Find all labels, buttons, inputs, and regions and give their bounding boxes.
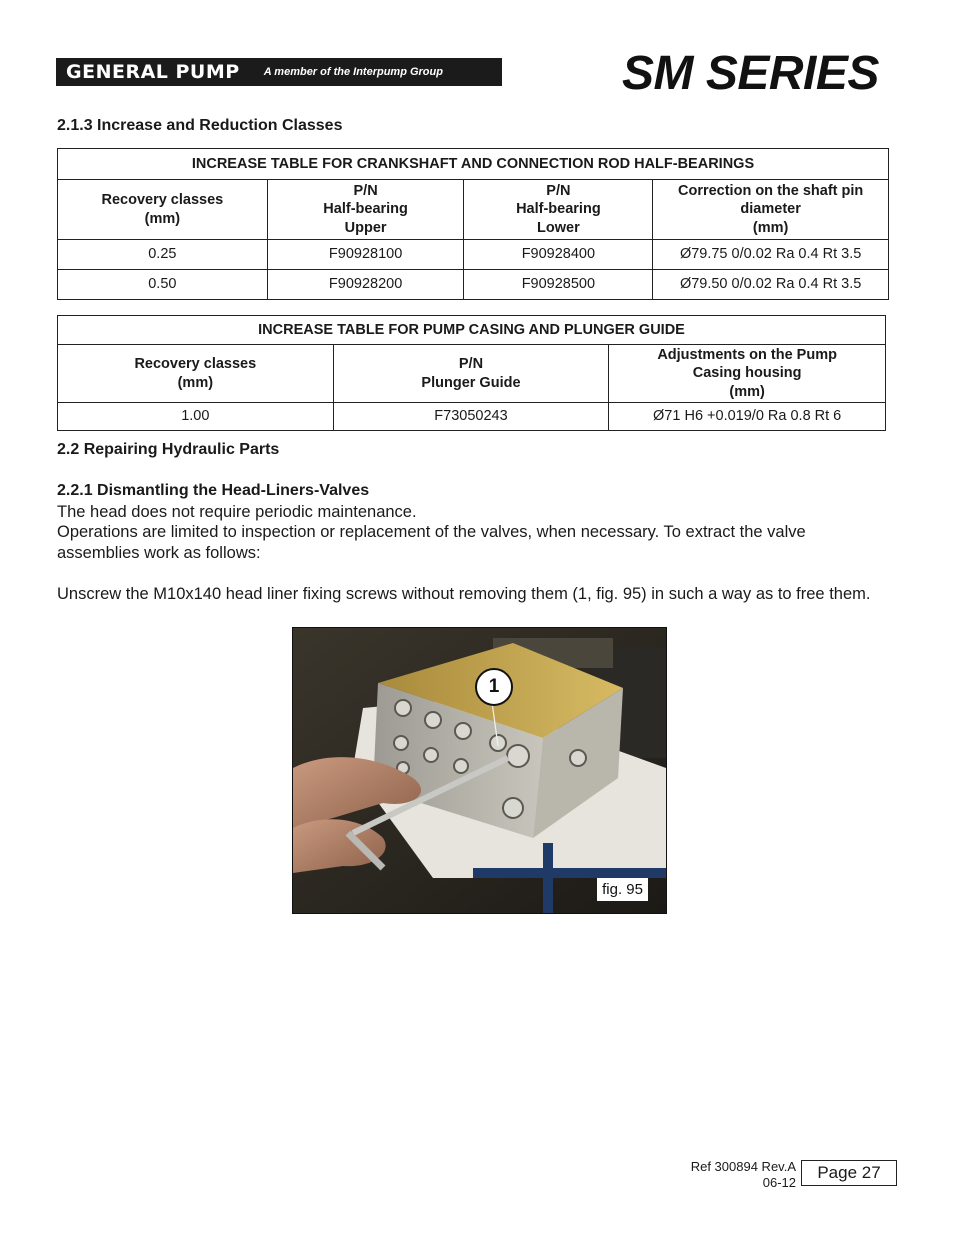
header-line: (mm) [144,210,181,227]
table-caption: INCREASE TABLE FOR CRANKSHAFT AND CONNECTION ROD HALF-BEARINGS [58,149,889,180]
header-line: Upper [344,219,387,236]
paragraph: The head does not require periodic maintenance. [57,503,417,521]
table-cell: Ø71 H6 +0.019/0 Ra 0.8 Rt 6 [609,403,886,431]
header-line: Adjustments on the Pump [657,346,837,363]
column-header [58,345,334,403]
series-title: SM SERIES [622,47,879,100]
pump-head-photo-illustration [293,628,666,913]
table-cell: Ø79.50 0/0.02 Ra 0.4 Rt 3.5 [653,270,889,300]
paragraph: Operations are limited to inspection or replacement of the valves, when necessary. To extract the valve [57,523,806,541]
header-line: Recovery classes [134,356,257,372]
header-line: P/N [546,182,571,199]
header-line: Casing housing [692,365,802,382]
table-header-row [58,180,889,240]
table-cell: F90928100 [267,240,464,270]
table-cell: Ø79.75 0/0.02 Ra 0.4 Rt 3.5 [653,240,889,270]
column-header [653,180,889,240]
footer-reference [630,1159,796,1191]
table-cell: 0.50 [58,270,268,300]
header-line: Plunger Guide [421,374,521,391]
header-line: P/N [353,182,378,199]
header-line: Half-bearing [516,201,601,218]
header-line: (mm) [729,383,765,400]
column-header [333,345,609,403]
brand-tagline: A member of the Interpump Group [263,66,443,78]
callout-marker: 1 [475,668,513,706]
table-header-row [58,345,886,403]
section-heading-2-2-1: 2.2.1 Dismantling the Head-Liners-Valves [57,482,370,499]
table-caption: INCREASE TABLE FOR PUMP CASING AND PLUNGER GUIDE [58,316,886,345]
header-line: P/N [458,356,484,372]
table-cell: F73050243 [333,403,609,431]
paragraph: assemblies work as follows: [57,544,261,562]
reference-number: Ref 300894 Rev.A [690,1159,796,1174]
pump-casing-table [57,315,886,431]
table-cell: F90928200 [267,270,464,300]
section-heading-2-2: 2.2 Repairing Hydraulic Parts [57,441,280,458]
column-header [58,180,268,240]
table-row [58,240,889,270]
revision-date: 06-12 [762,1175,796,1190]
column-header [464,180,653,240]
table-row [58,403,886,431]
figure-label: fig. 95 [597,878,648,901]
header-line: (mm) [177,374,214,391]
paragraph: Unscrew the M10x140 head liner fixing screws without removing them (1, fig. 95) in such a way as to free them. [57,585,871,603]
section-heading-2-1-3: 2.1.3 Increase and Reduction Classes [57,117,343,134]
page-number: Page 27 [801,1160,897,1186]
column-header [609,345,886,403]
header-line: diameter [740,201,801,218]
column-header [267,180,464,240]
photo-figure-95 [292,627,667,914]
table-cell: 0.25 [58,240,268,270]
table-cell: F90928500 [464,270,653,300]
header-line: Recovery classes [101,192,224,208]
header-line: (mm) [752,219,789,236]
brand-name: GENERAL PUMP [66,61,240,83]
header-line: Lower [537,219,580,236]
half-bearings-table [57,148,889,300]
header-line: Correction on the shaft pin [677,182,864,199]
table-row [58,270,889,300]
brand-bar [56,58,502,86]
table-cell: F90928400 [464,240,653,270]
table-cell: 1.00 [58,403,334,431]
header-line: Half-bearing [323,201,408,218]
